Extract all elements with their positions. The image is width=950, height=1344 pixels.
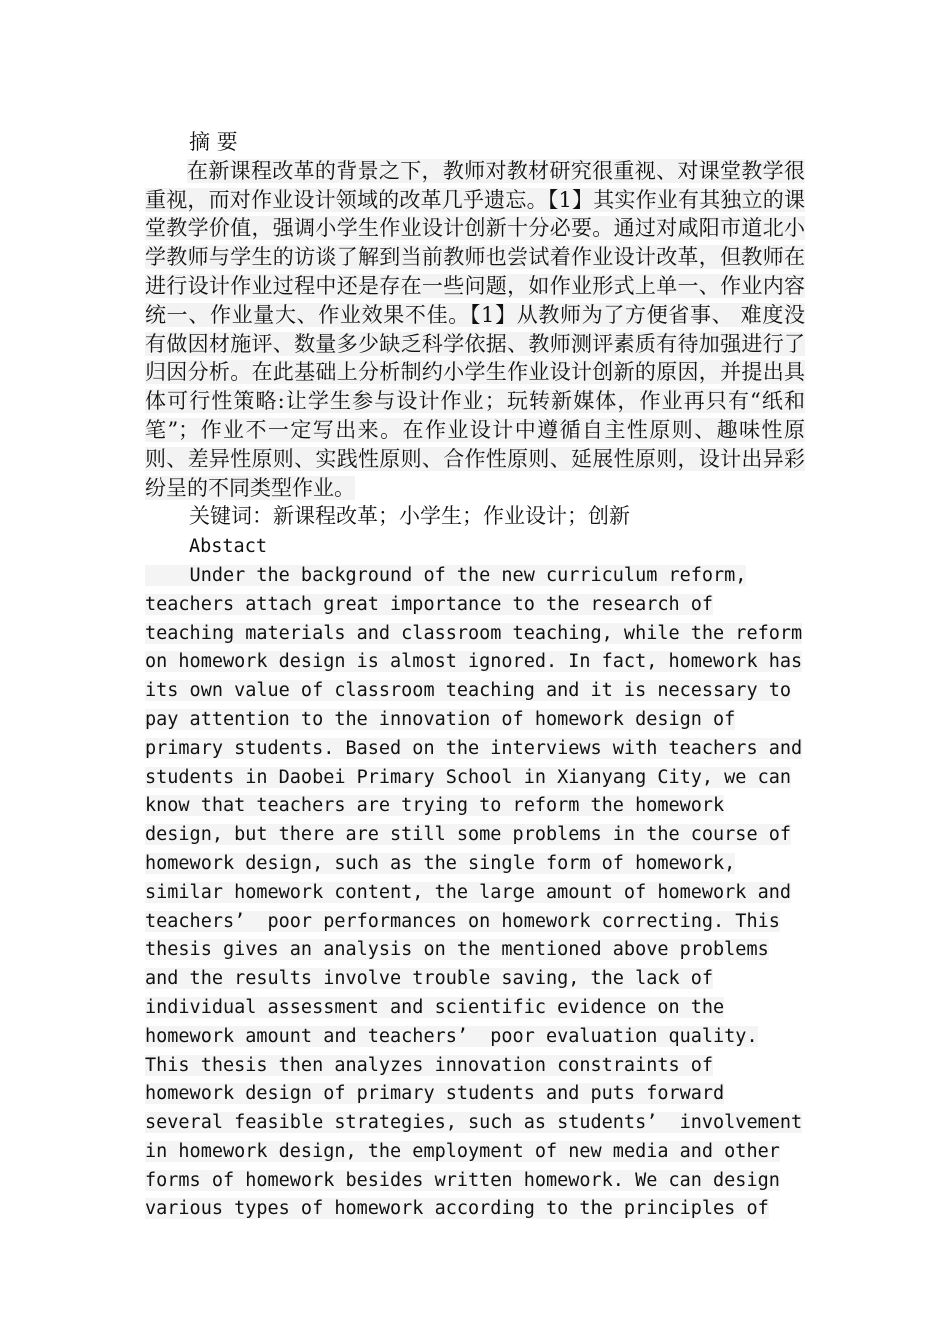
- abstract-en-line: forms of homework besides written homework. We can design: [145, 1169, 780, 1191]
- abstract-en-line: several feasible strategies, such as students’ involvement: [145, 1112, 803, 1134]
- abstract-cn-heading-text: 摘 要: [189, 130, 238, 154]
- abstract-cn-heading: [145, 128, 805, 157]
- abstract-en-line: teachers’ poor performances on homework correcting. This: [145, 910, 780, 932]
- abstract-en-line: primary students. Based on the interviews with teachers and: [145, 737, 803, 759]
- abstract-en-line: similar homework content, the large amount of homework and: [145, 881, 792, 903]
- abstract-en-line: This thesis then analyzes innovation constraints of: [145, 1054, 714, 1076]
- keywords-cn: [145, 502, 805, 531]
- abstract-en-line: homework design, such as the single form of homework,: [145, 852, 736, 874]
- abstract-cn-body: [145, 157, 805, 503]
- abstract-en-line: and the results involve trouble saving, the lack of: [145, 968, 714, 990]
- abstract-en-line: know that teachers are trying to reform the homework: [145, 795, 725, 817]
- abstract-en-line: homework amount and teachers’ poor evaluation quality.: [145, 1025, 758, 1047]
- keywords-cn-text: 关键词：新课程改革；小学生；作业设计；创新: [189, 504, 630, 529]
- abstract-en-line: on homework design is almost ignored. In fact, homework has: [145, 651, 803, 673]
- abstract-en-line: Under the background of the new curriculum reform,: [145, 564, 747, 586]
- abstract-en-line: teaching materials and classroom teaching, while the reform: [145, 622, 803, 644]
- abstract-en-line: various types of homework according to the principles of: [145, 1198, 769, 1220]
- abstract-cn-body-text: 在新课程改革的背景之下，教师对教材研究很重视、对课堂教学很重视，而对作业设计领域的改革几乎遗忘。【1】其实作业有其独立的课堂教学价值，强调小学生作业设计创新十分必要。通过对咸阳市道北小学教师与学生的访谈了解到当前教师也尝试着作业设计改革，但教师在进行设计作业过程中还是存在一些问题，如作业形式上单一、作业内容统一、作业量大、作业效果不佳。【1】从教师为了方便省事、 难度没有做因材施评、数量多少缺乏科学依据、教师测评素质有待加强进行了归因分析。在此基础上分析制约小学生作业设计创新的原因，并提出具体可行性策略:让学生参与设计作业；玩转新媒体，作业再只有“纸和笔”；作业不一定写出来。在作业设计中遵循自主性原则、趣味性原则、差异性原则、实践性原则、合作性原则、延展性原则，设计出异彩纷呈的不同类型作业。: [145, 158, 805, 500]
- abstract-en-heading-text: Abstact: [189, 536, 267, 558]
- abstract-en-line: homework design of primary students and puts forward: [145, 1083, 725, 1105]
- abstract-en-line: design, but there are still some problems in the course of: [145, 824, 792, 846]
- abstract-en-line: teachers attach great importance to the research of: [145, 593, 714, 615]
- document-page: [145, 128, 805, 1224]
- abstract-en-line: in homework design, the employment of new media and other: [145, 1140, 780, 1162]
- abstract-en-line: individual assessment and scientific evidence on the: [145, 996, 725, 1018]
- abstract-en-line: students in Daobei Primary School in Xianyang City, we can: [145, 766, 792, 788]
- abstract-en-line: pay attention to the innovation of homework design of: [145, 708, 736, 730]
- abstract-en-heading: [145, 533, 805, 562]
- abstract-en-line: its own value of classroom teaching and it is necessary to: [145, 680, 792, 702]
- abstract-en-body: [145, 562, 805, 1224]
- abstract-en-line: thesis gives an analysis on the mentioned above problems: [145, 939, 769, 961]
